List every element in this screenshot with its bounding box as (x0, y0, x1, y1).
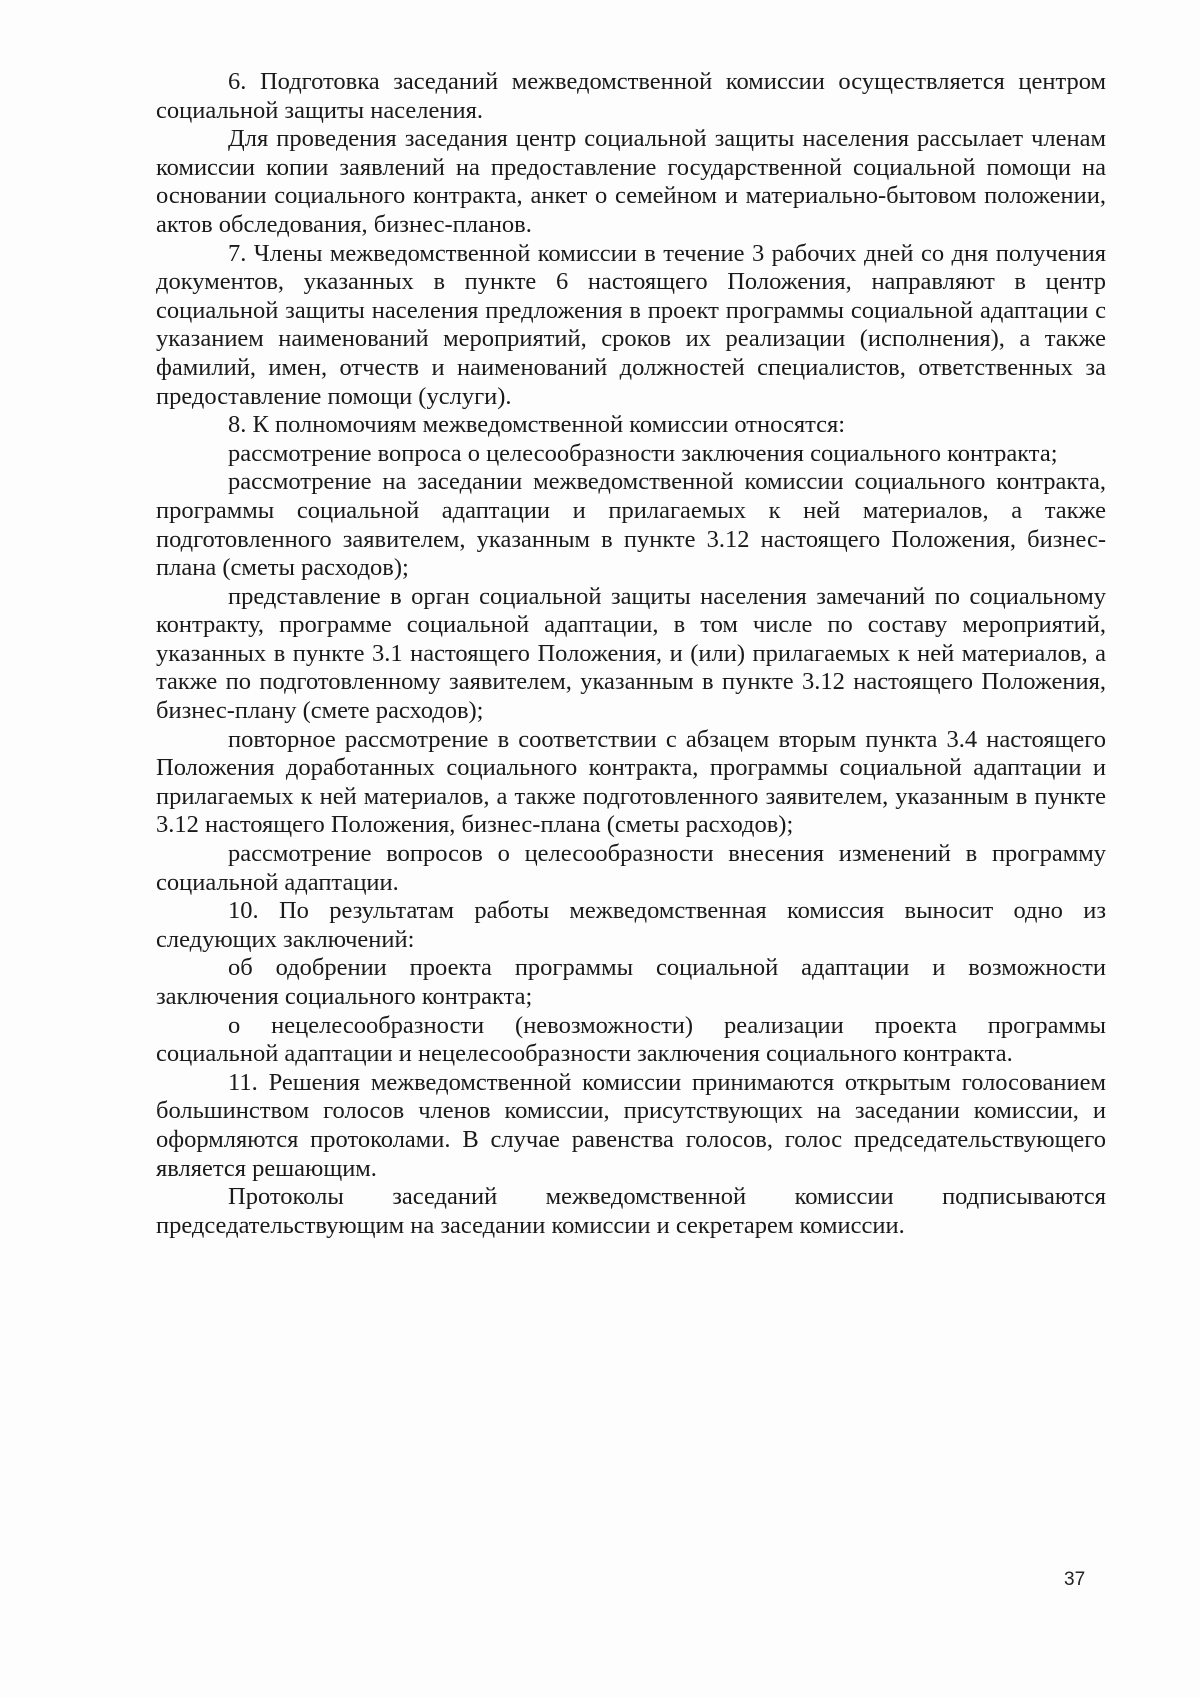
paragraph-10-heading: 10. По результатам работы межведомственная комиссия выносит одно из следующих заключений: (156, 897, 1106, 953)
page-number: 37 (1064, 1569, 1086, 1590)
paragraph-10-item-1: об одобрении проекта программы социальной адаптации и возможности заключения социального контракта; (156, 954, 1106, 1010)
paragraph-8-item-5: рассмотрение вопросов о целесообразности внесения изменений в программу социальной адаптации. (156, 840, 1106, 896)
paragraph-8-item-2: рассмотрение на заседании межведомственной комиссии социального контракта, программы социальной адаптации и прилагаемых к ней материалов, а также подготовленного заявителем, указанным в пункте 3.12 настоящего Положения, бизнес-плана (сметы расходов); (156, 468, 1106, 582)
paragraph-8-item-3: представление в орган социальной защиты населения замечаний по социальному контракту, программе социальной адаптации, в том числе по составу мероприятий, указанных в пункте 3.1 настоящего Положения, и (или) прилагаемых к ней материалов, а также по подготовленному заявителем, указанным в пункте 3.12 настоящего Положения, бизнес-плану (смете расходов); (156, 582, 1106, 725)
paragraph-8-heading: 8. К полномочиям межведомственной комиссии относятся: (228, 411, 846, 439)
paragraph-6: 6. Подготовка заседаний межведомственной комиссии осуществляется центром социальной защиты населения. (156, 68, 1106, 124)
document-body (156, 68, 1106, 1240)
paragraph-7: 7. Члены межведомственной комиссии в течение 3 рабочих дней со дня получения документов, указанных в пункте 6 настоящего Положения, направляют в центр социальной защиты населения предложения в проект программы социальной адаптации с указанием наименований мероприятий, сроков их реализации (исполнения), а также фамилий, имен, отчеств и наименований должностей специалистов, ответственных за предоставление помощи (услуги). (156, 239, 1106, 410)
paragraph-6-mailing: Для проведения заседания центр социальной защиты населения рассылает членам комиссии копии заявлений на предоставление государственной социальной помощи на основании социального контракта, анкет о семейном и материально-бытовом положении, актов обследования, бизнес-планов. (156, 125, 1106, 238)
paragraph-10-item-2: о нецелесообразности (невозможности) реализации проекта программы социальной адаптации и нецелесообразности заключения социального контракта. (156, 1011, 1106, 1068)
paragraph-11: 11. Решения межведомственной комиссии принимаются открытым голосованием большинством голосов членов комиссии, присутствующих на заседании комиссии, и оформляются протоколами. В случае равенства голосов, голос председательствующего является решающим. (156, 1068, 1106, 1182)
paragraph-8-item-1: рассмотрение вопроса о целесообразности заключения социального контракта; (228, 439, 1058, 467)
paragraph-11-protocols: Протоколы заседаний межведомственной комиссии подписываются председательствующим на заседании комиссии и секретарем комиссии. (156, 1183, 1106, 1239)
paragraph-8-item-4: повторное рассмотрение в соответствии с абзацем вторым пункта 3.4 настоящего Положения доработанных социального контракта, программы социальной адаптации и прилагаемых к ней материалов, а также подготовленного заявителем, указанным в пункте 3.12 настоящего Положения, бизнес-плана (сметы расходов); (156, 725, 1106, 839)
